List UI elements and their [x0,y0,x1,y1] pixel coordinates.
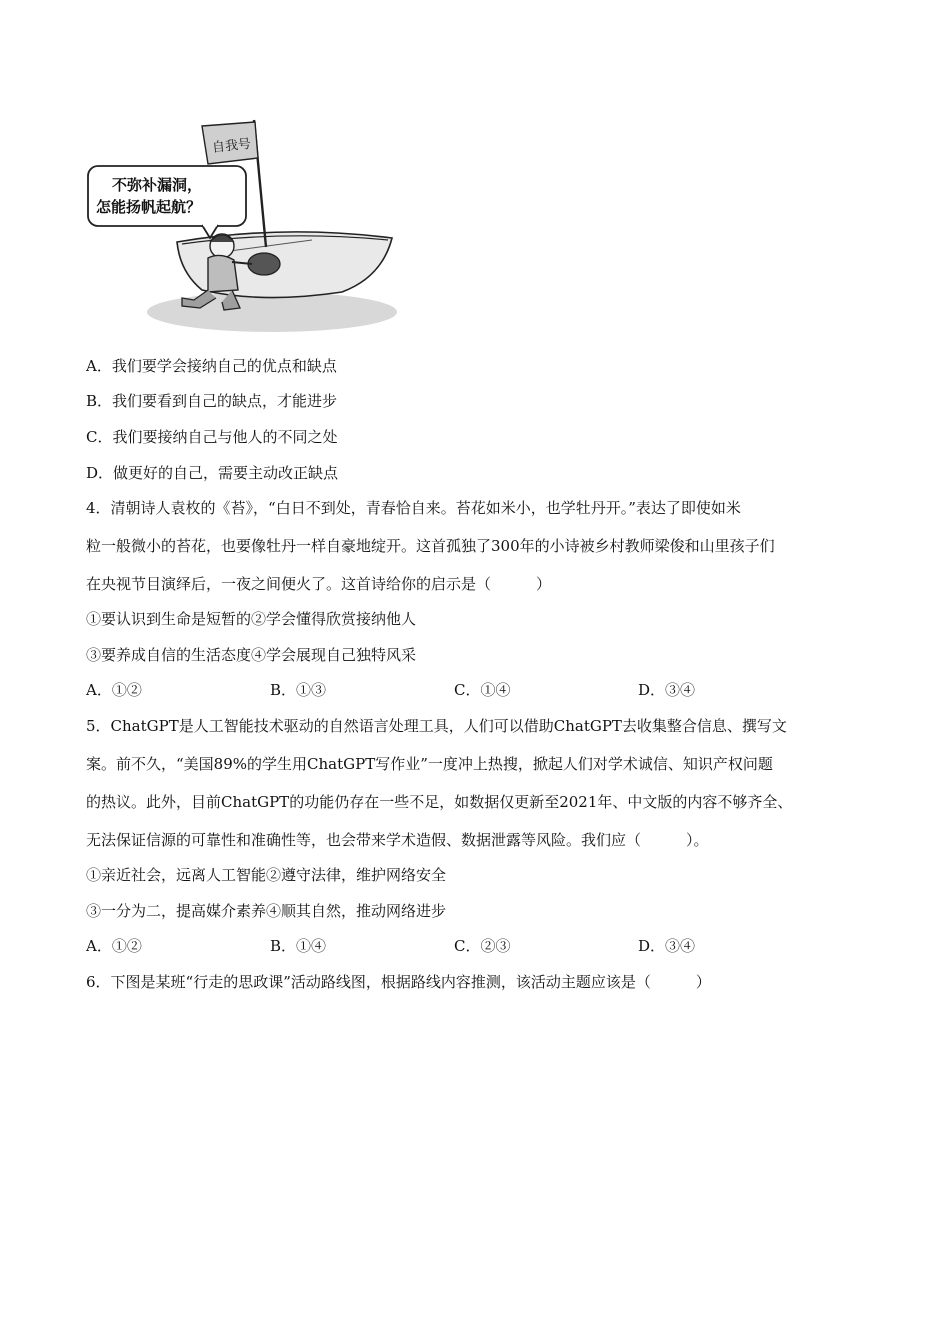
q5-choice-b: B．①④ [270,937,327,955]
q4-item-1: ①要认识到生命是短暂的②学会懂得欣赏接纳他人 [86,610,417,628]
q5-item-1: ①亲近社会，远离人工智能②遵守法律，维护网络安全 [86,866,447,884]
q5-choice-c: C．②③ [454,937,511,955]
q5-choice-a: A．①② [86,937,142,955]
q3-option-c: C．我们要接纳自己与他人的不同之处 [86,428,338,446]
q4-choice-a: A．①② [86,681,142,699]
q6-stem: 6．下图是某班“行走的思政课”活动路线图，根据路线内容推测，该活动主题应该是（ ） [86,973,711,991]
q4-choice-d: D．③④ [638,681,696,699]
q5-stem-line-1: 5．ChatGPT是人工智能技术驱动的自然语言处理工具，人们可以借助ChatGPT去收集整合信息、撰写文 [86,717,787,735]
q5-item-2: ③一分为二，提高媒介素养④顺其自然，推动网络进步 [86,902,447,920]
speech-bubble [88,166,246,226]
q4-choice-b: B．①③ [270,681,327,699]
q5-choice-d: D．③④ [638,937,696,955]
q3-option-a: A．我们要学会接纳自己的优点和缺点 [86,357,337,375]
q5-stem-line-4: 无法保证信源的可靠性和准确性等，也会带来学术造假、数据泄露等风险。我们应（ ）。 [86,831,709,849]
flag-text: 自我号 [211,136,252,156]
q4-stem-line-2: 粒一般微小的苔花，也要像牡丹一样自豪地绽开。这首孤独了300年的小诗被乡村教师梁俊和山里孩子们 [86,537,775,555]
q3-option-b: B．我们要看到自己的缺点，才能进步 [86,392,338,410]
cartoon-svg [82,112,400,340]
q4-choice-c: C．①④ [454,681,511,699]
bubble-line-2: 怎能扬帆起航？ [96,198,202,216]
q5-stem-line-2: 案。前不久，“美国89%的学生用ChatGPT写作业”一度冲上热搜，掀起人们对学术诚信、知识产权问题 [86,755,773,773]
q4-stem-line-3: 在央视节目演绎后，一夜之间便火了。这首诗给你的启示是（ ） [86,575,552,593]
q4-choices [86,680,786,700]
q5-stem-line-3: 的热议。此外，目前ChatGPT的功能仍存在一些不足，如数据仅更新至2021年、中文版的内容不够齐全、 [86,793,793,811]
bubble-line-1: 不弥补漏洞， [112,176,203,194]
q4-stem-line-1: 4．清朝诗人袁枚的《苔》，“白日不到处，青春恰自来。苔花如米小，也学牡丹开。”表达了即使如米 [86,499,741,517]
q5-choices [86,936,786,956]
q4-item-2: ③要养成自信的生活态度④学会展现自己独特风采 [86,646,417,664]
q3-option-d: D．做更好的自己，需要主动改正缺点 [86,464,339,482]
cartoon-illustration [82,112,400,340]
